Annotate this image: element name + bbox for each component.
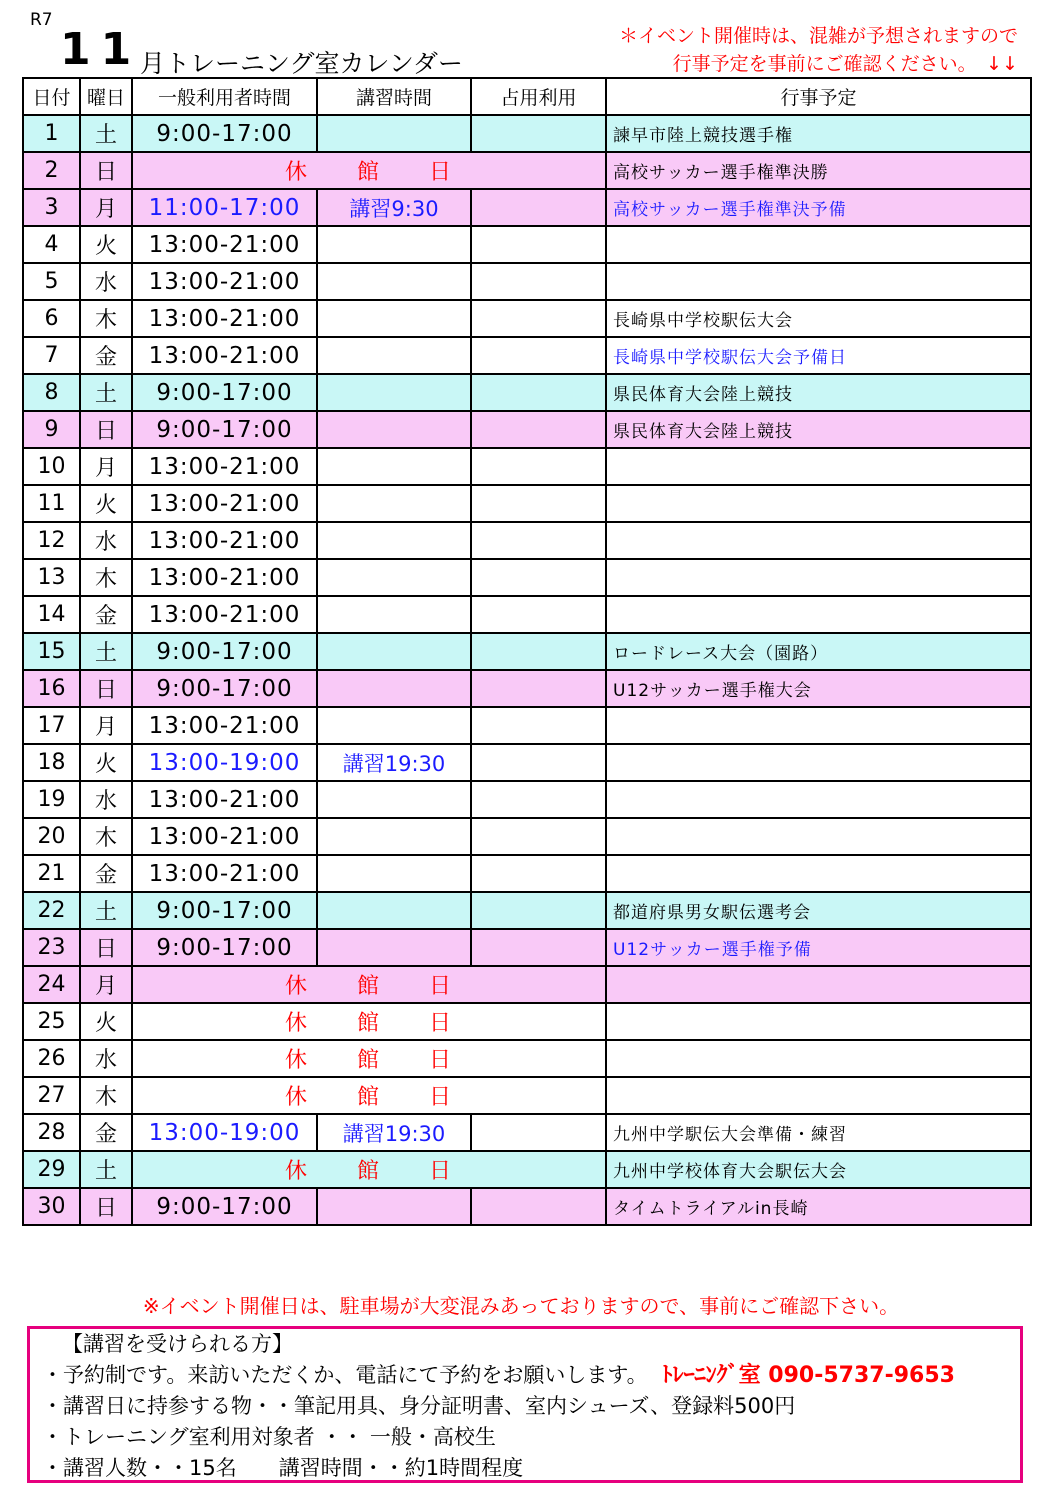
table-row [23,596,1031,633]
exclusive-use-cell [471,559,606,596]
event-cell: 高校サッカー選手権準決予備 [606,189,1031,226]
event-cell: U12サッカー選手権大会 [606,670,1031,707]
weekday-cell: 火 [80,226,132,263]
event-cell: 県民体育大会陸上競技 [606,411,1031,448]
general-hours-cell: 13:00-21:00 [132,855,317,892]
weekday-cell: 火 [80,1003,132,1040]
event-warning-line2: 行事予定を事前にご確認ください。 ↓↓ [672,53,1018,75]
table-row [23,485,1031,522]
general-hours-cell: 13:00-21:00 [132,781,317,818]
lecture-time-cell [317,559,471,596]
general-hours-cell: 11:00-17:00 [132,189,317,226]
date-cell: 27 [23,1077,80,1114]
date-cell: 29 [23,1151,80,1188]
era-label: R7 [30,10,53,30]
weekday-cell: 水 [80,781,132,818]
exclusive-use-cell [471,337,606,374]
weekday-cell: 木 [80,300,132,337]
general-hours-cell: 9:00-17:00 [132,670,317,707]
general-hours-cell: 13:00-21:00 [132,226,317,263]
table-row [23,1188,1031,1225]
table-row [23,670,1031,707]
general-hours-cell: 9:00-17:00 [132,929,317,966]
date-cell: 11 [23,485,80,522]
table-row [23,448,1031,485]
event-cell [606,263,1031,300]
event-cell: ロードレース大会（園路） [606,633,1031,670]
table-header-row [23,78,1031,115]
exclusive-use-cell [471,115,606,152]
exclusive-use-cell [471,189,606,226]
table-row [23,115,1031,152]
exclusive-use-cell [471,744,606,781]
date-cell: 16 [23,670,80,707]
general-hours-cell: 13:00-21:00 [132,263,317,300]
lecture-info-eligibility: ・トレーニング室利用対象者 ・・ 一般・高校生 [42,1425,496,1449]
event-cell [606,485,1031,522]
event-cell: 九州中学校体育大会駅伝大会 [606,1151,1031,1188]
weekday-cell: 土 [80,633,132,670]
date-cell: 20 [23,818,80,855]
exclusive-use-cell [471,411,606,448]
date-cell: 1 [23,115,80,152]
weekday-cell: 土 [80,374,132,411]
table-row [23,152,1031,189]
weekday-cell: 土 [80,892,132,929]
general-hours-cell: 13:00-21:00 [132,818,317,855]
weekday-cell: 火 [80,485,132,522]
table-row [23,892,1031,929]
lecture-time-cell [317,855,471,892]
exclusive-use-cell [471,855,606,892]
general-hours-cell: 13:00-21:00 [132,300,317,337]
closed-day-cell: 休 館 日 [132,1077,606,1114]
date-cell: 22 [23,892,80,929]
table-row [23,744,1031,781]
date-cell: 13 [23,559,80,596]
lecture-info-items: ・講習日に持参する物・・筆記用具、身分証明書、室内シューズ、登録料500円 [42,1394,796,1418]
date-cell: 4 [23,226,80,263]
closed-day-cell: 休 館 日 [132,1003,606,1040]
exclusive-use-cell [471,448,606,485]
weekday-cell: 金 [80,596,132,633]
exclusive-use-cell [471,226,606,263]
lecture-time-cell [317,929,471,966]
date-cell: 18 [23,744,80,781]
exclusive-use-cell [471,596,606,633]
event-cell [606,707,1031,744]
event-cell [606,522,1031,559]
event-cell [606,1077,1031,1114]
table-row [23,522,1031,559]
event-cell: 長崎県中学校駅伝大会予備日 [606,337,1031,374]
general-hours-cell: 13:00-21:00 [132,337,317,374]
lecture-time-cell [317,707,471,744]
lecture-info-box [27,1326,1023,1483]
date-cell: 8 [23,374,80,411]
parking-warning: ※イベント開催日は、駐車場が大変混みあっておりますので、事前にご確認下さい。 [142,1294,900,1318]
table-row [23,263,1031,300]
date-cell: 6 [23,300,80,337]
date-cell: 24 [23,966,80,1003]
date-cell: 15 [23,633,80,670]
general-hours-cell: 9:00-17:00 [132,374,317,411]
weekday-cell: 土 [80,1151,132,1188]
table-row [23,226,1031,263]
general-hours-cell: 13:00-19:00 [132,1114,317,1151]
lecture-time-cell [317,818,471,855]
weekday-cell: 土 [80,115,132,152]
lecture-time-cell [317,226,471,263]
general-hours-cell: 13:00-21:00 [132,559,317,596]
general-hours-cell: 13:00-21:00 [132,485,317,522]
date-cell: 28 [23,1114,80,1151]
weekday-cell: 木 [80,559,132,596]
calendar-table [22,77,1032,1226]
lecture-info-reservation [42,1360,1020,1391]
reservation-text: ・予約制です。来訪いただくか、電話にて予約をお願いします。 [42,1363,648,1387]
exclusive-use-cell [471,892,606,929]
lecture-time-cell [317,411,471,448]
general-hours-cell: 9:00-17:00 [132,892,317,929]
event-cell: 九州中学駅伝大会準備・練習 [606,1114,1031,1151]
exclusive-use-cell [471,707,606,744]
general-hours-cell: 9:00-17:00 [132,115,317,152]
weekday-cell: 日 [80,1188,132,1225]
event-cell [606,226,1031,263]
table-row [23,374,1031,411]
general-hours-cell: 9:00-17:00 [132,633,317,670]
event-cell [606,781,1031,818]
event-cell: タイムトライアルin長崎 [606,1188,1031,1225]
lecture-time-cell: 講習9:30 [317,189,471,226]
closed-day-cell: 休 館 日 [132,1040,606,1077]
exclusive-use-cell [471,485,606,522]
event-cell: 高校サッカー選手権準決勝 [606,152,1031,189]
date-cell: 3 [23,189,80,226]
weekday-cell: 日 [80,929,132,966]
exclusive-use-cell [471,633,606,670]
weekday-cell: 木 [80,1077,132,1114]
table-row [23,1114,1031,1151]
exclusive-use-cell [471,670,606,707]
lecture-time-cell: 講習19:30 [317,744,471,781]
exclusive-use-cell [471,1114,606,1151]
event-cell [606,855,1031,892]
date-cell: 23 [23,929,80,966]
phone-number[interactable]: ﾄﾚｰﾆﾝｸﾞ室 090-5737-9653 [661,1363,955,1388]
event-cell: 長崎県中学校駅伝大会 [606,300,1031,337]
header-events: 行事予定 [606,78,1031,115]
lecture-time-cell [317,892,471,929]
event-cell: U12サッカー選手権予備 [606,929,1031,966]
weekday-cell: 火 [80,744,132,781]
table-row [23,1040,1031,1077]
lecture-info-capacity: ・講習人数・・15名 講習時間・・約1時間程度 [42,1456,524,1480]
date-cell: 26 [23,1040,80,1077]
weekday-cell: 月 [80,966,132,1003]
calendar-body [23,115,1031,1225]
event-cell [606,966,1031,1003]
date-cell: 21 [23,855,80,892]
event-cell [606,448,1031,485]
table-row [23,633,1031,670]
weekday-cell: 金 [80,1114,132,1151]
weekday-cell: 金 [80,337,132,374]
general-hours-cell: 13:00-21:00 [132,707,317,744]
closed-day-cell: 休 館 日 [132,152,606,189]
lecture-time-cell [317,522,471,559]
lecture-time-cell [317,263,471,300]
date-cell: 2 [23,152,80,189]
weekday-cell: 水 [80,1040,132,1077]
closed-day-cell: 休 館 日 [132,1151,606,1188]
exclusive-use-cell [471,374,606,411]
month-number: 11 [60,24,142,75]
table-row [23,411,1031,448]
event-cell: 県民体育大会陸上競技 [606,374,1031,411]
weekday-cell: 月 [80,448,132,485]
weekday-cell: 日 [80,411,132,448]
event-warning [598,22,1018,78]
lecture-time-cell: 講習19:30 [317,1114,471,1151]
lecture-time-cell [317,781,471,818]
event-cell [606,1040,1031,1077]
weekday-cell: 金 [80,855,132,892]
table-row [23,818,1031,855]
exclusive-use-cell [471,781,606,818]
general-hours-cell: 13:00-21:00 [132,448,317,485]
date-cell: 9 [23,411,80,448]
header-exclusive-use: 占用利用 [471,78,606,115]
calendar-title: 月トレーニング室カレンダー [140,49,463,78]
lecture-time-cell [317,633,471,670]
weekday-cell: 水 [80,522,132,559]
exclusive-use-cell [471,1188,606,1225]
table-row [23,855,1031,892]
table-row [23,1077,1031,1114]
exclusive-use-cell [471,263,606,300]
weekday-cell: 月 [80,189,132,226]
lecture-time-cell [317,670,471,707]
table-row [23,1003,1031,1040]
table-row [23,337,1031,374]
event-cell [606,559,1031,596]
table-row [23,189,1031,226]
exclusive-use-cell [471,522,606,559]
general-hours-cell: 9:00-17:00 [132,411,317,448]
lecture-time-cell [317,485,471,522]
lecture-time-cell [317,374,471,411]
weekday-cell: 木 [80,818,132,855]
lecture-time-cell [317,337,471,374]
table-row [23,559,1031,596]
header-lecture-time: 講習時間 [317,78,471,115]
date-cell: 12 [23,522,80,559]
closed-day-cell: 休 館 日 [132,966,606,1003]
exclusive-use-cell [471,818,606,855]
date-cell: 17 [23,707,80,744]
lecture-time-cell [317,115,471,152]
weekday-cell: 日 [80,670,132,707]
weekday-cell: 水 [80,263,132,300]
date-cell: 25 [23,1003,80,1040]
event-cell [606,744,1031,781]
general-hours-cell: 13:00-19:00 [132,744,317,781]
lecture-time-cell [317,300,471,337]
general-hours-cell: 13:00-21:00 [132,522,317,559]
table-row [23,1151,1031,1188]
lecture-time-cell [317,1188,471,1225]
event-warning-line1: ＊イベント開催時は、混雑が予想されますので [618,25,1018,47]
event-cell [606,818,1031,855]
date-cell: 7 [23,337,80,374]
exclusive-use-cell [471,300,606,337]
event-cell: 諫早市陸上競技選手権 [606,115,1031,152]
table-row [23,781,1031,818]
table-row [23,300,1031,337]
table-row [23,929,1031,966]
date-cell: 19 [23,781,80,818]
table-row [23,707,1031,744]
general-hours-cell: 9:00-17:00 [132,1188,317,1225]
header-weekday: 曜日 [80,78,132,115]
event-cell: 都道府県男女駅伝選考会 [606,892,1031,929]
date-cell: 5 [23,263,80,300]
event-cell [606,596,1031,633]
lecture-info-heading: 【講習を受けられる方】 [62,1332,293,1356]
date-cell: 10 [23,448,80,485]
weekday-cell: 日 [80,152,132,189]
table-row [23,966,1031,1003]
lecture-time-cell [317,448,471,485]
date-cell: 30 [23,1188,80,1225]
event-cell [606,1003,1031,1040]
weekday-cell: 月 [80,707,132,744]
general-hours-cell: 13:00-21:00 [132,596,317,633]
header-date: 日付 [23,78,80,115]
lecture-time-cell [317,596,471,633]
date-cell: 14 [23,596,80,633]
exclusive-use-cell [471,929,606,966]
header-general-hours: 一般利用者時間 [132,78,317,115]
